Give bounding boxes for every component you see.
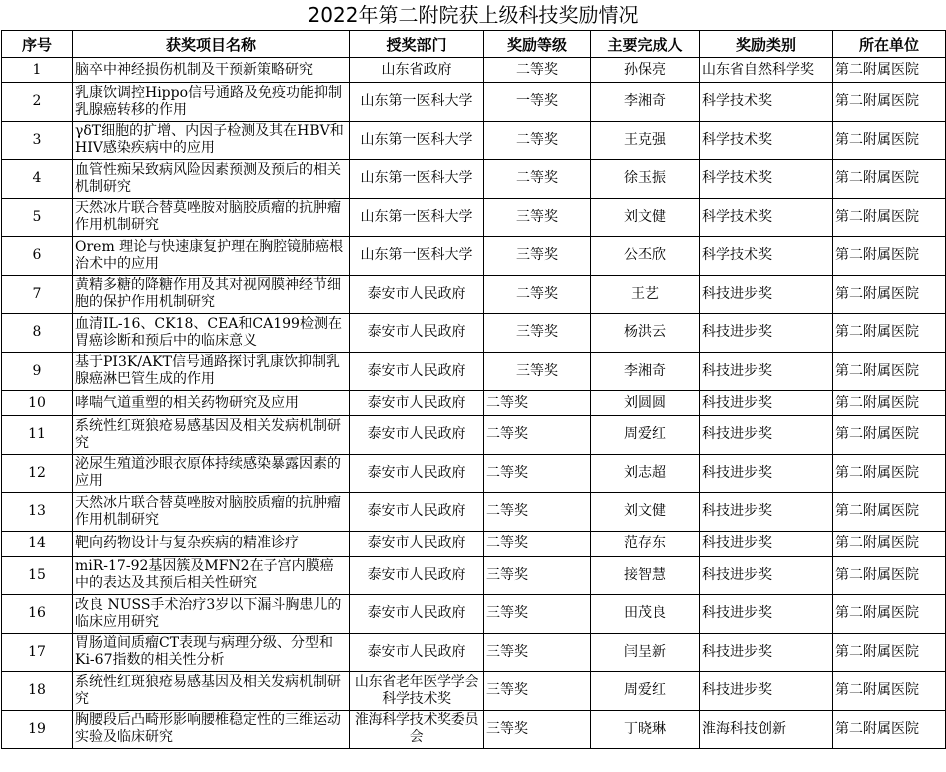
cell-person: 李湘奇	[591, 352, 700, 391]
cell-person: 李湘奇	[591, 83, 700, 122]
cell-dept: 泰安市人民政府	[350, 391, 484, 416]
cell-level: 三等奖	[484, 198, 591, 237]
cell-category: 科技进步奖	[700, 633, 833, 672]
cell-dept: 山东第一医科大学	[350, 198, 484, 237]
table-row	[2, 391, 946, 416]
cell-project: γδT细胞的扩增、内因子检测及其在HBV和 HIV感染疾病中的应用	[73, 121, 350, 160]
cell-no: 15	[2, 556, 73, 595]
cell-project: 靶向药物设计与复杂疾病的精准诊疗	[73, 531, 350, 556]
header-cell: 所在单位	[833, 31, 946, 58]
header-cell: 授奖部门	[350, 31, 484, 58]
cell-project: Orem 理论与快速康复护理在胸腔镜肺癌根治术中的应用	[73, 237, 350, 276]
cell-category: 淮海科技创新	[700, 710, 833, 749]
cell-unit: 第二附属医院	[833, 595, 946, 634]
header-cell: 序号	[2, 31, 73, 58]
cell-unit: 第二附属医院	[833, 556, 946, 595]
table-row	[2, 595, 946, 634]
cell-no: 16	[2, 595, 73, 634]
table-row	[2, 83, 946, 122]
cell-person: 杨洪云	[591, 314, 700, 353]
cell-no: 12	[2, 454, 73, 493]
cell-unit: 第二附属医院	[833, 633, 946, 672]
cell-dept: 山东第一医科大学	[350, 237, 484, 276]
header-cell: 奖励类别	[700, 31, 833, 58]
cell-no: 14	[2, 531, 73, 556]
cell-project: 哮喘气道重塑的相关药物研究及应用	[73, 391, 350, 416]
cell-dept: 泰安市人民政府	[350, 493, 484, 532]
cell-project: miR-17-92基因簇及MFN2在子宫内膜癌中的表达及其预后相关性研究	[73, 556, 350, 595]
cell-person: 范存东	[591, 531, 700, 556]
cell-project: 胸腰段后凸畸形影响腰椎稳定性的三维运动实验及临床研究	[73, 710, 350, 749]
header-cell: 奖励等级	[484, 31, 591, 58]
cell-dept: 山东第一医科大学	[350, 83, 484, 122]
cell-person: 周爱红	[591, 672, 700, 711]
cell-dept: 泰安市人民政府	[350, 352, 484, 391]
awards-table	[1, 30, 946, 749]
page-title: 2022年第二附院获上级科技奖励情况	[307, 3, 639, 27]
cell-project: 天然冰片联合替莫唑胺对脑胶质瘤的抗肿瘤作用机制研究	[73, 198, 350, 237]
cell-person: 王克强	[591, 121, 700, 160]
cell-dept: 泰安市人民政府	[350, 275, 484, 314]
cell-no: 7	[2, 275, 73, 314]
cell-category: 科技进步奖	[700, 672, 833, 711]
cell-no: 1	[2, 58, 73, 83]
cell-level: 一等奖	[484, 83, 591, 122]
cell-category: 科技进步奖	[700, 314, 833, 353]
cell-category: 科学技术奖	[700, 237, 833, 276]
table-row	[2, 237, 946, 276]
table-row	[2, 275, 946, 314]
cell-category: 科学技术奖	[700, 121, 833, 160]
table-row	[2, 710, 946, 749]
cell-unit: 第二附属医院	[833, 352, 946, 391]
cell-level: 二等奖	[484, 160, 591, 199]
table-row	[2, 58, 946, 83]
cell-dept: 泰安市人民政府	[350, 314, 484, 353]
cell-person: 刘圆圆	[591, 391, 700, 416]
cell-level: 三等奖	[484, 633, 591, 672]
cell-category: 科技进步奖	[700, 416, 833, 455]
cell-project: 乳康饮调控Hippo信号通路及免疫功能抑制乳腺癌转移的作用	[73, 83, 350, 122]
cell-level: 二等奖	[484, 454, 591, 493]
cell-person: 田茂良	[591, 595, 700, 634]
cell-project: 血清IL-16、CK18、CEA和CA199检测在胃癌诊断和预后中的临床意义	[73, 314, 350, 353]
cell-project: 泌尿生殖道沙眼衣原体持续感染暴露因素的应用	[73, 454, 350, 493]
table-row	[2, 556, 946, 595]
cell-person: 刘文健	[591, 198, 700, 237]
cell-person: 王艺	[591, 275, 700, 314]
cell-category: 科技进步奖	[700, 556, 833, 595]
cell-dept: 泰安市人民政府	[350, 454, 484, 493]
cell-dept: 山东省政府	[350, 58, 484, 83]
cell-dept: 泰安市人民政府	[350, 416, 484, 455]
cell-project: 天然冰片联合替莫唑胺对脑胶质瘤的抗肿瘤作用机制研究	[73, 493, 350, 532]
table-row	[2, 314, 946, 353]
cell-project: 改良 NUSS手术治疗3岁以下漏斗胸患儿的临床应用研究	[73, 595, 350, 634]
cell-level: 二等奖	[484, 121, 591, 160]
cell-person: 刘志超	[591, 454, 700, 493]
cell-level: 三等奖	[484, 595, 591, 634]
cell-unit: 第二附属医院	[833, 58, 946, 83]
cell-category: 科学技术奖	[700, 83, 833, 122]
cell-level: 三等奖	[484, 710, 591, 749]
cell-unit: 第二附属医院	[833, 198, 946, 237]
cell-level: 三等奖	[484, 314, 591, 353]
cell-unit: 第二附属医院	[833, 121, 946, 160]
cell-category: 科学技术奖	[700, 198, 833, 237]
table-row	[2, 198, 946, 237]
cell-no: 19	[2, 710, 73, 749]
cell-no: 8	[2, 314, 73, 353]
cell-category: 山东省自然科学奖	[700, 58, 833, 83]
cell-category: 科技进步奖	[700, 391, 833, 416]
cell-level: 二等奖	[484, 391, 591, 416]
cell-category: 科技进步奖	[700, 531, 833, 556]
cell-no: 10	[2, 391, 73, 416]
table-row	[2, 531, 946, 556]
cell-category: 科技进步奖	[700, 275, 833, 314]
cell-unit: 第二附属医院	[833, 391, 946, 416]
cell-level: 三等奖	[484, 556, 591, 595]
cell-level: 二等奖	[484, 531, 591, 556]
table-row	[2, 160, 946, 199]
cell-unit: 第二附属医院	[833, 83, 946, 122]
cell-dept: 泰安市人民政府	[350, 633, 484, 672]
cell-category: 科技进步奖	[700, 352, 833, 391]
cell-dept: 泰安市人民政府	[350, 531, 484, 556]
cell-person: 孙保亮	[591, 58, 700, 83]
cell-project: 血管性痴呆致病风险因素预测及预后的相关机制研究	[73, 160, 350, 199]
cell-no: 11	[2, 416, 73, 455]
cell-unit: 第二附属医院	[833, 275, 946, 314]
cell-level: 二等奖	[484, 416, 591, 455]
cell-dept: 泰安市人民政府	[350, 595, 484, 634]
cell-unit: 第二附属医院	[833, 672, 946, 711]
cell-project: 基于PI3K/AKT信号通路探讨乳康饮抑制乳腺癌淋巴管生成的作用	[73, 352, 350, 391]
cell-unit: 第二附属医院	[833, 237, 946, 276]
cell-no: 13	[2, 493, 73, 532]
table-row	[2, 454, 946, 493]
cell-project: 黄精多糖的降糖作用及其对视网膜神经节细胞的保护作用机制研究	[73, 275, 350, 314]
cell-category: 科技进步奖	[700, 595, 833, 634]
cell-category: 科技进步奖	[700, 454, 833, 493]
table-row	[2, 633, 946, 672]
cell-project: 胃肠道间质瘤CT表现与病理分级、分型和Ki-67指数的相关性分析	[73, 633, 350, 672]
cell-unit: 第二附属医院	[833, 314, 946, 353]
cell-unit: 第二附属医院	[833, 531, 946, 556]
cell-level: 三等奖	[484, 672, 591, 711]
table-row	[2, 352, 946, 391]
cell-level: 二等奖	[484, 493, 591, 532]
cell-level: 二等奖	[484, 58, 591, 83]
cell-no: 6	[2, 237, 73, 276]
cell-no: 18	[2, 672, 73, 711]
cell-unit: 第二附属医院	[833, 160, 946, 199]
table-header-row	[2, 31, 946, 58]
cell-no: 4	[2, 160, 73, 199]
cell-project: 系统性红斑狼疮易感基因及相关发病机制研究	[73, 416, 350, 455]
cell-category: 科学技术奖	[700, 160, 833, 199]
cell-no: 3	[2, 121, 73, 160]
table-row	[2, 416, 946, 455]
cell-category: 科技进步奖	[700, 493, 833, 532]
header-cell: 主要完成人	[591, 31, 700, 58]
cell-unit: 第二附属医院	[833, 710, 946, 749]
cell-project: 脑卒中神经损伤机制及干预新策略研究	[73, 58, 350, 83]
cell-person: 刘文健	[591, 493, 700, 532]
cell-person: 周爱红	[591, 416, 700, 455]
cell-no: 5	[2, 198, 73, 237]
cell-person: 徐玉振	[591, 160, 700, 199]
header-cell: 获奖项目名称	[73, 31, 350, 58]
cell-no: 2	[2, 83, 73, 122]
cell-level: 三等奖	[484, 352, 591, 391]
cell-person: 公丕欣	[591, 237, 700, 276]
cell-unit: 第二附属医院	[833, 454, 946, 493]
cell-dept: 淮海科学技术奖委员会	[350, 710, 484, 749]
table-row	[2, 121, 946, 160]
cell-no: 17	[2, 633, 73, 672]
cell-person: 丁晓琳	[591, 710, 700, 749]
cell-unit: 第二附属医院	[833, 493, 946, 532]
cell-project: 系统性红斑狼疮易感基因及相关发病机制研究	[73, 672, 350, 711]
cell-dept: 山东第一医科大学	[350, 160, 484, 199]
table-row	[2, 493, 946, 532]
table-row	[2, 672, 946, 711]
cell-dept: 山东第一医科大学	[350, 121, 484, 160]
cell-person: 闫呈新	[591, 633, 700, 672]
cell-level: 三等奖	[484, 237, 591, 276]
cell-unit: 第二附属医院	[833, 416, 946, 455]
cell-dept: 泰安市人民政府	[350, 556, 484, 595]
cell-person: 接智慧	[591, 556, 700, 595]
cell-dept: 山东省老年医学学会科学技术奖	[350, 672, 484, 711]
cell-no: 9	[2, 352, 73, 391]
cell-level: 二等奖	[484, 275, 591, 314]
